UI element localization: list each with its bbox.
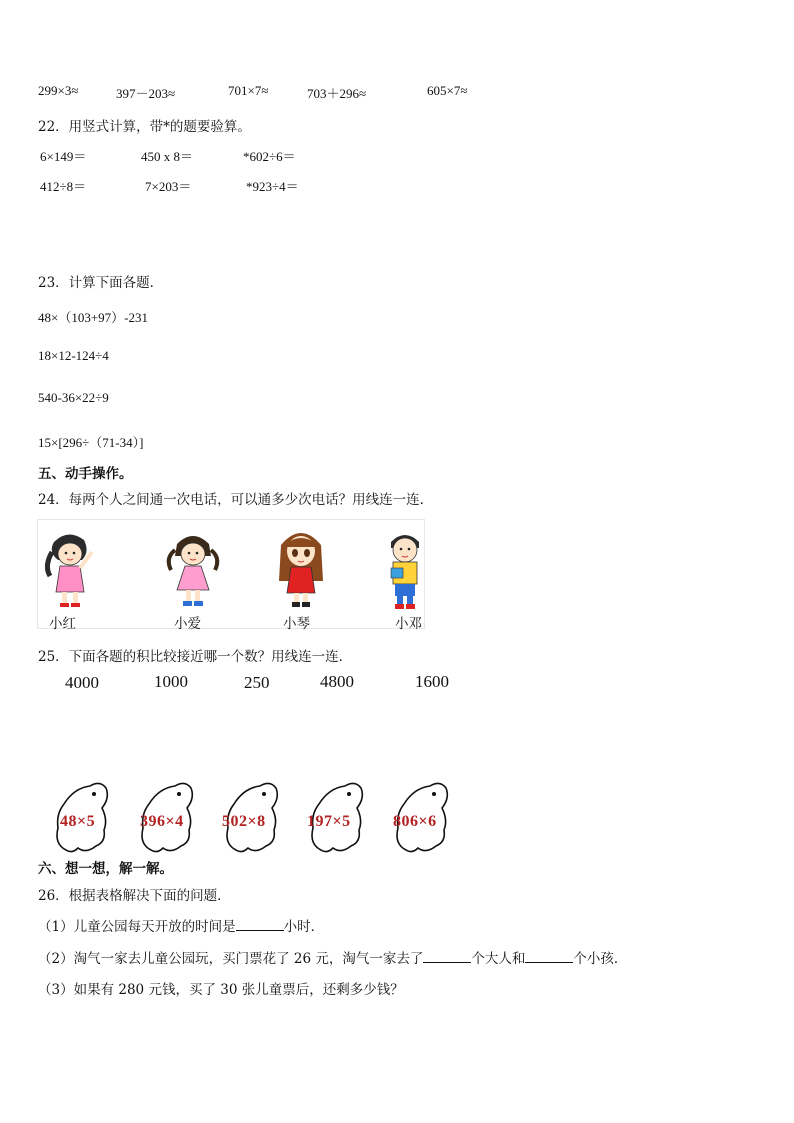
estimate-item: 605×7≈ — [427, 83, 468, 98]
multiplication-expression: 48×5 — [60, 813, 96, 830]
q23-item: 48×（103+97）-231 — [38, 310, 148, 325]
target-number: 4000 — [65, 673, 99, 692]
q26-part1-text: 小时． — [283, 919, 325, 935]
q22-problem: *602÷6＝ — [243, 149, 296, 164]
answer-blank[interactable] — [525, 950, 573, 963]
estimate-item: 397－203≈ — [116, 86, 176, 101]
multiplication-expression: 396×4 — [140, 813, 184, 830]
multiplication-expression: 197×5 — [307, 813, 351, 830]
target-number: 1600 — [415, 672, 449, 691]
q26-part2-text: 个小孩． — [573, 951, 628, 967]
q23-item: 18×12-124÷4 — [38, 348, 109, 363]
kid-name-label: 小琴 — [283, 616, 310, 632]
q22-problem: 450 x 8＝ — [141, 149, 194, 164]
q26-part2-text: （2）淘气一家去儿童公园玩，买门票花了 26 元，淘气一家去了 — [38, 951, 424, 967]
q26-title: 26．根据表格解决下面的问题． — [38, 888, 231, 904]
q23-item: 540-36×22÷9 — [38, 390, 109, 405]
q22-title: 22．用竖式计算，带*的题要验算。 — [38, 119, 251, 135]
kid-name-label: 小红 — [49, 616, 76, 632]
answer-blank[interactable] — [236, 918, 284, 931]
estimate-item: 703＋296≈ — [307, 86, 367, 101]
q23-item: 15×[296÷（71-34）] — [38, 435, 144, 450]
multiplication-expression: 502×8 — [222, 813, 266, 830]
q26-part2 — [38, 947, 627, 967]
q26-part1-text: （1）儿童公园每天开放的时间是 — [38, 919, 236, 935]
q26-part3: （3）如果有 280 元钱，买了 30 张儿童票后，还剩多少钱？ — [38, 982, 404, 998]
q22-problem: 412÷8＝ — [40, 179, 87, 194]
section-heading: 五、动手操作。 — [38, 466, 133, 482]
estimate-item: 299×3≈ — [38, 83, 79, 98]
girl-xiaoai-illustration — [163, 530, 225, 610]
estimate-item: 701×7≈ — [228, 83, 269, 98]
girl-xiaohong-illustration — [40, 530, 102, 610]
multiplication-expression: 806×6 — [393, 813, 437, 830]
target-number: 4800 — [320, 672, 354, 691]
q22-problem: 6×149＝ — [40, 149, 87, 164]
q26-part1 — [38, 915, 324, 935]
target-number: 250 — [244, 673, 270, 692]
q23-title: 23．计算下面各题． — [38, 275, 164, 291]
section-heading: 六、想一想，解一解。 — [38, 861, 173, 877]
answer-blank[interactable] — [423, 950, 471, 963]
target-number: 1000 — [154, 672, 188, 691]
q25-title: 25．下面各题的积比较接近哪一个数？用线连一连． — [38, 649, 353, 665]
q26-part2-text: 个大人和 — [471, 951, 526, 967]
girl-xiaoqin-illustration — [273, 525, 329, 611]
boy-xiaodeng-illustration — [381, 528, 429, 612]
q24-title: 24．每两个人之间通一次电话，可以通多少次电话？用线连一连． — [38, 492, 434, 508]
kid-name-label: 小邓 — [395, 616, 422, 632]
q22-problem: *923÷4＝ — [246, 179, 299, 194]
q22-problem: 7×203＝ — [145, 179, 192, 194]
kid-name-label: 小爱 — [174, 616, 201, 632]
